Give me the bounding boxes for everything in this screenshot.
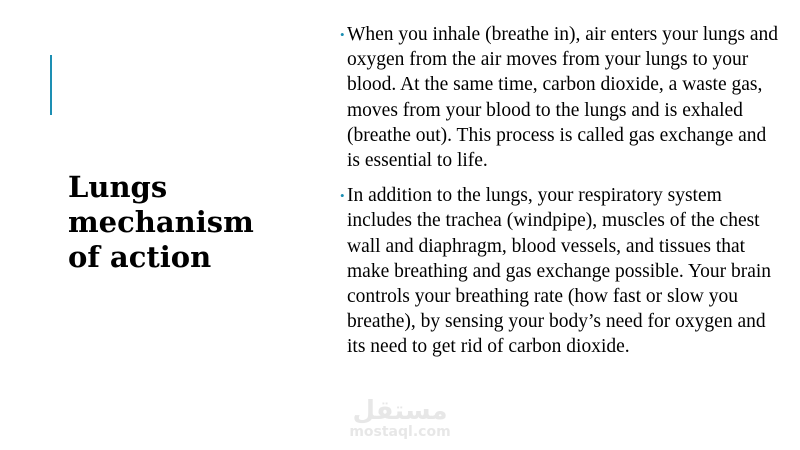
paragraph-text-1: When you inhale (breathe in), air enters your lungs and oxygen from the air moves from your lungs to your blood. At the same time, carbon dioxide, a waste gas, moves from your blood to the lungs and is exhaled (breathe out). This process is called gas exchange and is essential to life.	[347, 24, 779, 172]
watermark	[330, 398, 470, 446]
paragraph-text-2: In addition to the lungs, your respiratory system includes the trachea (windpipe), muscles of the chest wall and diaphragm, blood vessels, and tissues that make breathing and gas exchange possible. Your brain controls your breathing rate (how fast or slow you breathe), by sensing your body’s need for oxygen and its need to get rid of carbon dioxide.	[347, 185, 772, 358]
watermark-domain-text: mostaql.com	[349, 424, 451, 440]
bullet-paragraph-1	[340, 22, 780, 173]
watermark-arabic-text: مستقل	[352, 396, 448, 426]
accent-bar	[50, 55, 52, 115]
bullet-icon: •	[340, 27, 345, 42]
slide-title: Lungs mechanism of action	[68, 170, 254, 274]
bullet-icon: •	[340, 188, 345, 204]
bullet-paragraph-2	[340, 183, 780, 359]
content-list	[340, 22, 780, 360]
